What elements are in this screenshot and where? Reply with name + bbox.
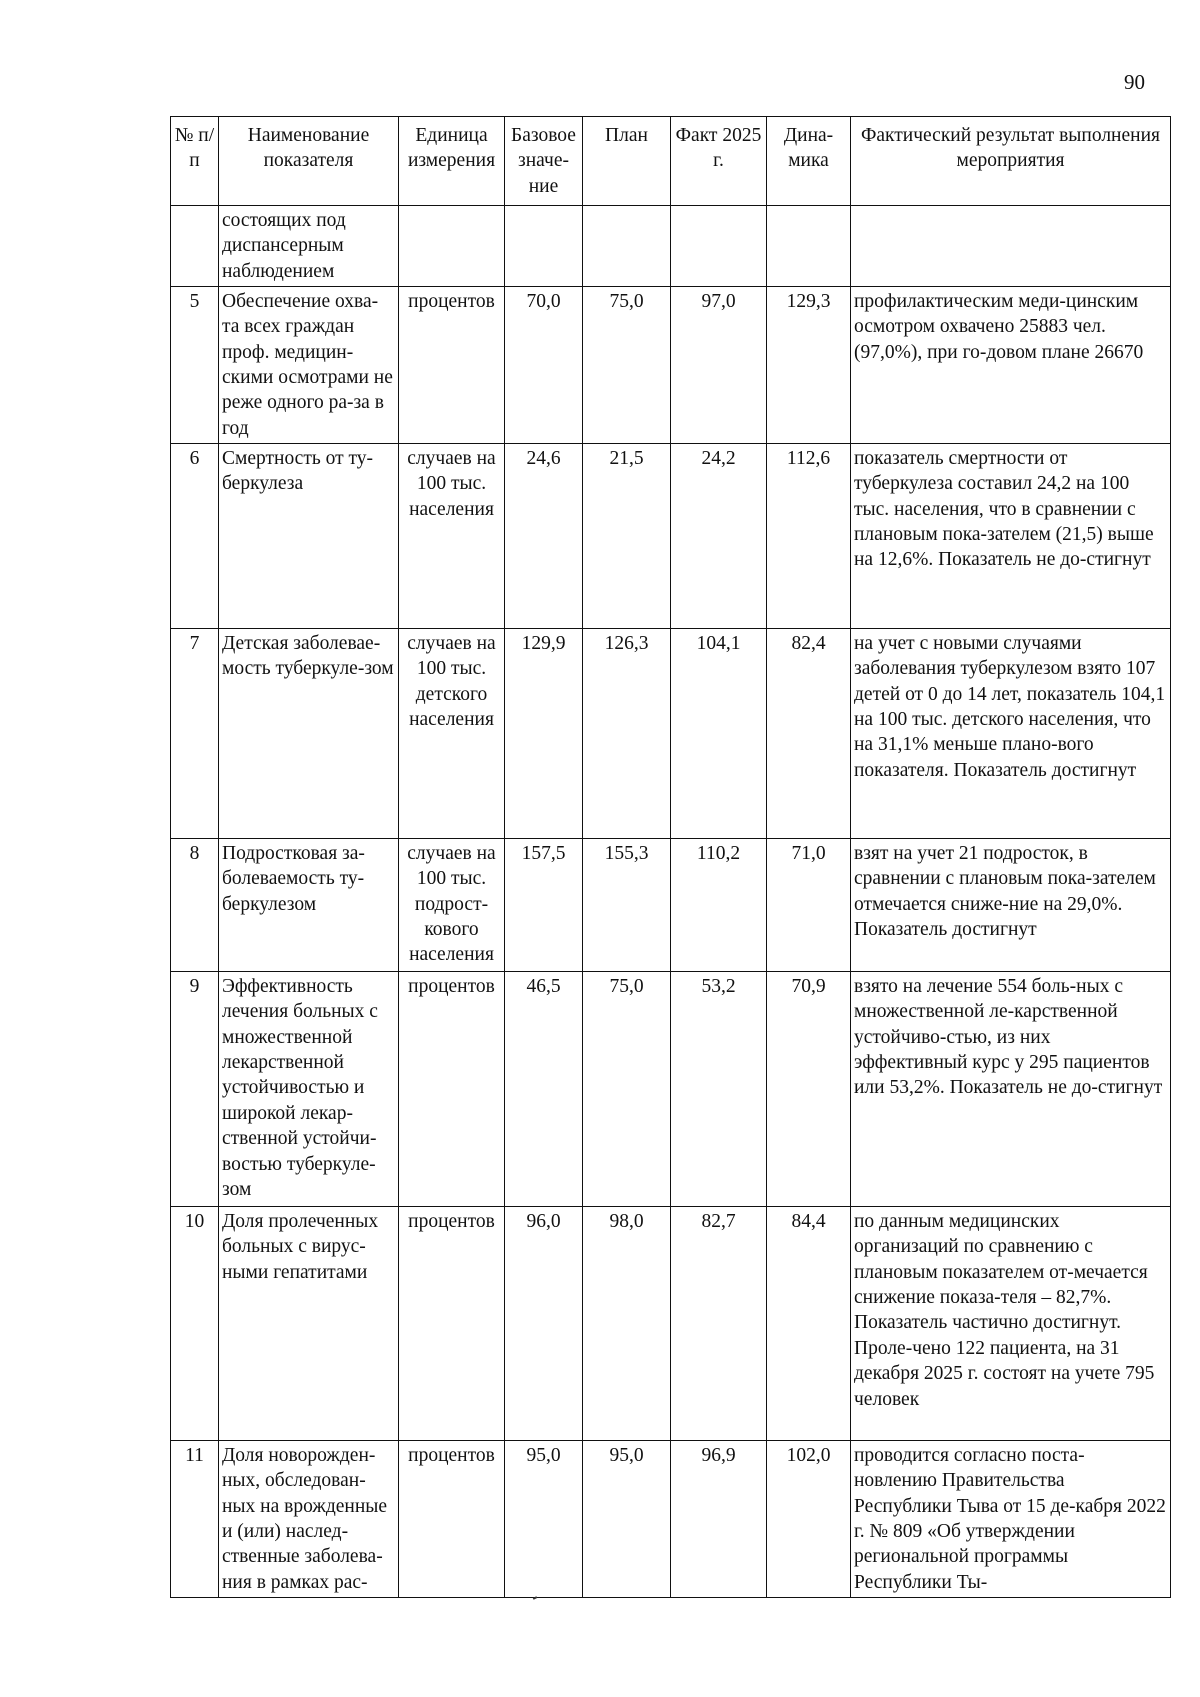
cell-fact — [671, 206, 767, 287]
table-row — [171, 839, 1171, 972]
cell-base — [505, 206, 583, 287]
cell-result: взят на учет 21 подросток, в сравнении с плановым пока-зателем отмечается сниже-ние на 29,0%. Показатель достигнут — [851, 839, 1171, 972]
cell-result: профилактическим меди-цинским осмотром охвачено 25883 чел. (97,0%), при го-довом плане 26670 — [851, 287, 1171, 444]
cell-unit: процентов — [399, 287, 505, 444]
cell-name: Доля новорожден-ных, обследован-ных на врожденные и (или) наслед-ственные заболева-ния в рамках рас- — [219, 1441, 399, 1598]
header-base: Базовое значе-ние — [505, 117, 583, 206]
cell-plan: 75,0 — [583, 287, 671, 444]
table-row — [171, 206, 1171, 287]
cell-num: 5 — [171, 287, 219, 444]
cell-num: 6 — [171, 444, 219, 629]
cell-fact: 110,2 — [671, 839, 767, 972]
cell-plan: 155,3 — [583, 839, 671, 972]
cell-dynamics: 112,6 — [767, 444, 851, 629]
cell-dynamics — [767, 206, 851, 287]
cell-fact: 96,9 — [671, 1441, 767, 1598]
scan-speck — [533, 1596, 537, 1600]
cell-dynamics: 84,4 — [767, 1207, 851, 1441]
cell-name: Эффективность лечения больных с множественной лекарственной устойчивостью и широкой лекар-ственной устойчи-востью туберкуле-зом — [219, 972, 399, 1207]
cell-unit: процентов — [399, 1441, 505, 1598]
table-row — [171, 444, 1171, 629]
cell-num: 11 — [171, 1441, 219, 1598]
cell-fact: 104,1 — [671, 629, 767, 839]
cell-fact: 24,2 — [671, 444, 767, 629]
cell-plan — [583, 206, 671, 287]
cell-plan: 21,5 — [583, 444, 671, 629]
table-row — [171, 1207, 1171, 1441]
cell-name: Доля пролеченных больных с вирус-ными гепатитами — [219, 1207, 399, 1441]
table-row — [171, 629, 1171, 839]
header-unit: Единица измерения — [399, 117, 505, 206]
cell-base: 70,0 — [505, 287, 583, 444]
cell-fact: 53,2 — [671, 972, 767, 1207]
cell-base: 46,5 — [505, 972, 583, 1207]
cell-unit: случаев на 100 тыс. населения — [399, 444, 505, 629]
table-header-row — [171, 117, 1171, 206]
cell-unit: случаев на 100 тыс. детского населения — [399, 629, 505, 839]
cell-plan: 126,3 — [583, 629, 671, 839]
cell-num: 9 — [171, 972, 219, 1207]
indicators-table — [170, 116, 1171, 1598]
table-row — [171, 972, 1171, 1207]
table-row — [171, 287, 1171, 444]
cell-unit: случаев на 100 тыс. подрост-кового населения — [399, 839, 505, 972]
cell-fact: 82,7 — [671, 1207, 767, 1441]
header-name: Наименование показателя — [219, 117, 399, 206]
header-result: Фактический результат выполнения мероприятия — [851, 117, 1171, 206]
cell-result: взято на лечение 554 боль-ных с множественной ле-карственной устойчиво-стью, из них эффективный курс у 295 пациентов или 53,2%. Показатель не до-стигнут — [851, 972, 1171, 1207]
header-num: № п/п — [171, 117, 219, 206]
cell-dynamics: 82,4 — [767, 629, 851, 839]
cell-dynamics: 70,9 — [767, 972, 851, 1207]
header-plan: План — [583, 117, 671, 206]
cell-name: Подростковая за-болеваемость ту-беркулезом — [219, 839, 399, 972]
cell-name: Смертность от ту-беркулеза — [219, 444, 399, 629]
cell-dynamics: 102,0 — [767, 1441, 851, 1598]
cell-base: 157,5 — [505, 839, 583, 972]
cell-plan: 95,0 — [583, 1441, 671, 1598]
cell-result: показатель смертности от туберкулеза составил 24,2 на 100 тыс. населения, что в сравнении с плановым пока-зателем (21,5) выше на 12,6%. Показатель не до-стигнут — [851, 444, 1171, 629]
cell-name: Детская заболевае-мость туберкуле-зом — [219, 629, 399, 839]
cell-dynamics: 71,0 — [767, 839, 851, 972]
cell-plan: 75,0 — [583, 972, 671, 1207]
cell-name: состоящих под диспансерным наблюдением — [219, 206, 399, 287]
cell-num: 7 — [171, 629, 219, 839]
cell-unit: процентов — [399, 1207, 505, 1441]
cell-plan: 98,0 — [583, 1207, 671, 1441]
cell-base: 24,6 — [505, 444, 583, 629]
header-dynamics: Дина-мика — [767, 117, 851, 206]
cell-result — [851, 206, 1171, 287]
cell-result: на учет с новыми случаями заболевания туберкулезом взято 107 детей от 0 до 14 лет, показатель 104,1 на 100 тыс. детского населения, что на 31,1% меньше плано-вого показателя. Показатель достигнут — [851, 629, 1171, 839]
cell-dynamics: 129,3 — [767, 287, 851, 444]
cell-base: 95,0 — [505, 1441, 583, 1598]
cell-unit: процентов — [399, 972, 505, 1207]
cell-unit — [399, 206, 505, 287]
header-fact: Факт 2025 г. — [671, 117, 767, 206]
page-number: 90 — [1124, 70, 1145, 94]
table-row — [171, 1441, 1171, 1598]
cell-name: Обеспечение охва-та всех граждан проф. медицин-скими осмотрами не реже одного ра-за в год — [219, 287, 399, 444]
cell-num: 10 — [171, 1207, 219, 1441]
cell-base: 129,9 — [505, 629, 583, 839]
cell-num — [171, 206, 219, 287]
cell-num: 8 — [171, 839, 219, 972]
cell-result: проводится согласно поста-новлению Правительства Республики Тыва от 15 де-кабря 2022 г. № 809 «Об утверждении региональной программы Республики Ты- — [851, 1441, 1171, 1598]
cell-base: 96,0 — [505, 1207, 583, 1441]
cell-result: по данным медицинских организаций по сравнению с плановым показателем от-мечается снижение показа-теля – 82,7%. Показатель частично достигнут. Проле-чено 122 пациента, на 31 декабря 2025 г. состоят на учете 795 человек — [851, 1207, 1171, 1441]
cell-fact: 97,0 — [671, 287, 767, 444]
